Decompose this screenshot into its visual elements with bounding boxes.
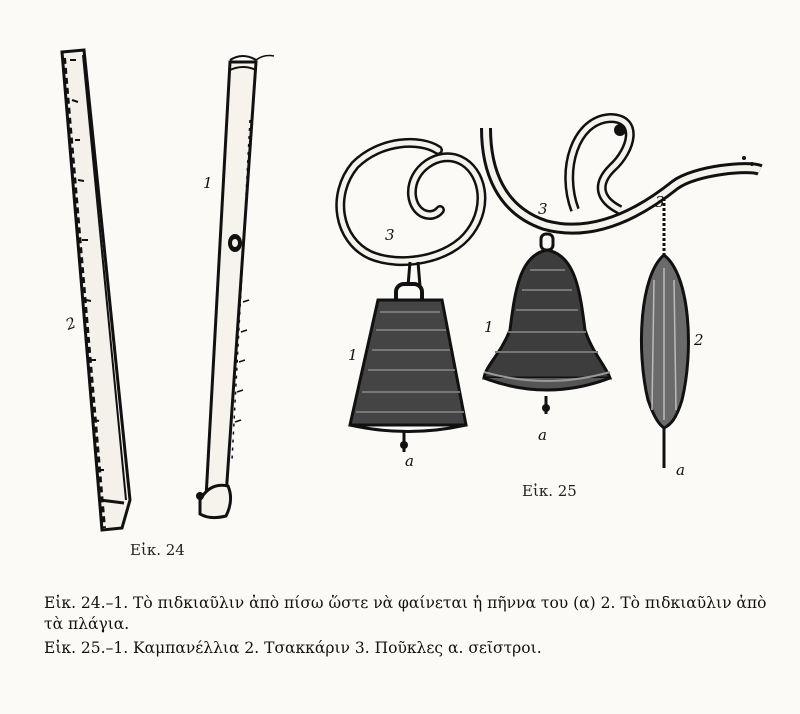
figure-24-label: Εἰκ. 24 <box>130 541 185 559</box>
bell-1 <box>340 143 481 452</box>
bell2-marker-1: 1 <box>484 318 494 336</box>
caption-figure-25: Εἰκ. 25.–1. Καμπανέλλια 2. Τσακκάριν 3. Ποῦκλες α. σεῖστροι. <box>44 639 542 657</box>
bell1-marker-1: 1 <box>348 346 358 364</box>
bell1-marker-a: a <box>405 452 414 470</box>
rattle <box>641 198 688 468</box>
bell2-marker-3b: 3 <box>655 193 665 211</box>
bell2-marker-a: a <box>538 426 547 444</box>
bell-2 <box>484 118 760 414</box>
rattle-marker-2: 2 <box>694 331 704 349</box>
pipe-side-view <box>62 50 130 530</box>
figure-25-label: Εἰκ. 25 <box>522 482 577 500</box>
caption-figure-24: Εἰκ. 24.–1. Τὸ πιδκιαῦλιν ἀπὸ πίσω ὥστε νὰ φαίνεται ἡ πῆννα του (α) 2. Τὸ πιδκιαῦλιν ἀπὸ τὰ πλάγια. <box>44 594 767 633</box>
pipe-back-marker: 1 <box>203 174 213 192</box>
bell2-marker-3: 3 <box>538 200 548 218</box>
pipe-back-view <box>196 56 274 518</box>
rattle-marker-a: a <box>676 461 685 479</box>
bell1-marker-3: 3 <box>385 226 395 244</box>
pipe-side-marker: 2 <box>63 313 79 334</box>
